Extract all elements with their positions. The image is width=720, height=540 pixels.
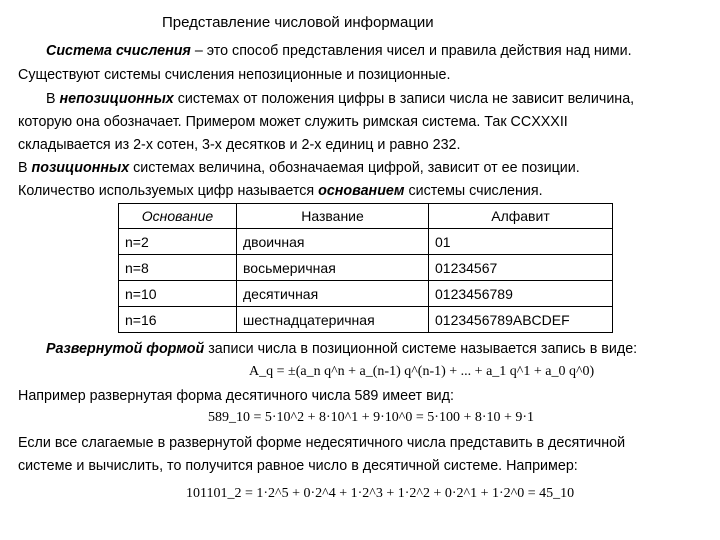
formula-589 bbox=[208, 410, 534, 426]
formula-text: A_q = ±(a_n q^n + a_(n-1) q^(n-1) + ... + a_1 q^1 + a_0 q^0) bbox=[249, 364, 595, 379]
paragraph-example-589: Например развернутая форма десятичного числа 589 имеет вид: bbox=[18, 388, 454, 404]
term-number-system: Система счисления bbox=[46, 43, 191, 59]
term-positional: позиционных bbox=[31, 160, 130, 176]
cell-alphabet: 01 bbox=[429, 229, 613, 255]
paragraph-definition bbox=[46, 42, 632, 60]
cell-name: восьмеричная bbox=[237, 255, 429, 281]
paragraph-positional: В позиционных системах величина, обозначаемая цифрой, зависит от ее позиции. bbox=[18, 160, 580, 176]
cell-base: n=16 bbox=[119, 307, 237, 333]
paragraph-types: Существуют системы счисления непозиционные и позиционные. bbox=[18, 67, 451, 83]
cell-alphabet: 0123456789ABCDEF bbox=[429, 307, 613, 333]
table-header-row bbox=[119, 204, 613, 229]
cell-name: двоичная bbox=[237, 229, 429, 255]
cell-base: n=2 bbox=[119, 229, 237, 255]
header-name: Название bbox=[237, 204, 429, 229]
term-expanded-form: Развернутой формой bbox=[46, 341, 205, 357]
formula-text: 589_10 = 5·10^2 + 8·10^1 + 9·10^0 = 5·100 + 8·10 + 9·1 bbox=[208, 410, 535, 425]
formula-expanded-form bbox=[249, 364, 594, 380]
page-title: Представление числовой информации bbox=[162, 14, 434, 31]
paragraph-nonpositional: В непозиционных системах от положения цифры в записи числа не зависит величина, bbox=[46, 91, 635, 107]
formula-text: 101101_2 = 1·2^5 + 0·2^4 + 1·2^3 + 1·2^2 + 0·2^1 + 1·2^0 = 45_10 bbox=[186, 486, 575, 501]
paragraph-nonpositional-line3: складывается из 2-х сотен, 3-х десятков и 2-х единиц и равно 232. bbox=[18, 137, 461, 153]
table-row bbox=[119, 255, 613, 281]
table-row bbox=[119, 281, 613, 307]
definition-text: – это способ представления чисел и правила действия над ними. bbox=[190, 43, 632, 59]
paragraph-conversion: Если все слагаемые в развернутой форме недесятичного числа представить в десятичной bbox=[18, 435, 626, 451]
cell-alphabet: 01234567 bbox=[429, 255, 613, 281]
table-row bbox=[119, 307, 613, 333]
cell-base: n=8 bbox=[119, 255, 237, 281]
term-nonpositional: непозиционных bbox=[59, 91, 174, 107]
number-systems-table bbox=[118, 203, 613, 333]
table-row bbox=[119, 229, 613, 255]
formula-binary-example bbox=[186, 486, 574, 502]
term-base: основанием bbox=[318, 183, 405, 199]
paragraph-base: Количество используемых цифр называется основанием системы счисления. bbox=[18, 183, 543, 199]
cell-name: десятичная bbox=[237, 281, 429, 307]
paragraph-conversion-line2: системе и вычислить, то получится равное число в десятичной системе. Например: bbox=[18, 458, 578, 474]
cell-name: шестнадцатеричная bbox=[237, 307, 429, 333]
cell-alphabet: 0123456789 bbox=[429, 281, 613, 307]
header-alphabet: Алфавит bbox=[429, 204, 613, 229]
cell-base: n=10 bbox=[119, 281, 237, 307]
paragraph-expanded-form: Развернутой формой записи числа в позиционной системе называется запись в виде: bbox=[46, 341, 638, 357]
header-base: Основание bbox=[119, 204, 237, 229]
paragraph-nonpositional-line2: которую она обозначает. Примером может служить римская система. Так CCXXXII bbox=[18, 114, 568, 130]
